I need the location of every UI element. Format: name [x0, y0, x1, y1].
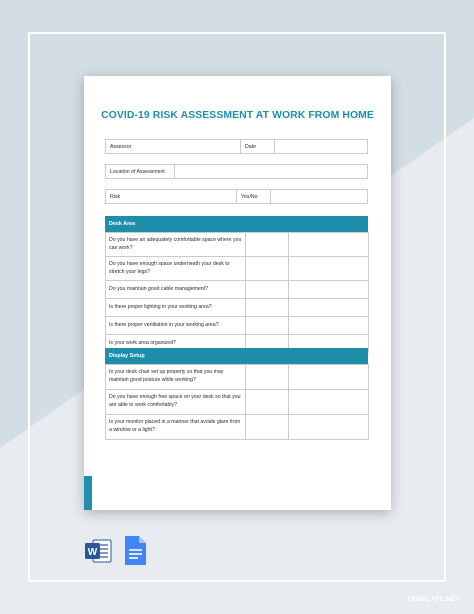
display-setup-table [105, 364, 369, 440]
notes-cell[interactable] [289, 390, 369, 415]
table-row [106, 365, 369, 390]
section-heading-desk-area: Desk Area [105, 216, 368, 232]
location-label: Location of Assessment [110, 168, 165, 175]
date-value[interactable] [274, 140, 369, 153]
question-cell: Do you maintain good cable management? [106, 281, 246, 299]
yesno-label: Yes/No [236, 190, 270, 203]
notes-cell[interactable] [289, 415, 369, 440]
notes-cell[interactable] [289, 317, 369, 335]
question-cell: Is there proper lighting in your working area? [106, 299, 246, 317]
question-cell: Do you have enough free space on your desk so that you are able to work comfortably? [106, 390, 246, 415]
notes-cell[interactable] [289, 281, 369, 299]
table-row [106, 415, 369, 440]
table-row [106, 281, 369, 299]
notes-cell[interactable] [289, 299, 369, 317]
microsoft-word-icon[interactable] [84, 537, 112, 565]
table-row [106, 317, 369, 335]
notes-cell[interactable] [289, 365, 369, 390]
location-row [105, 164, 368, 179]
document-page [84, 76, 391, 510]
yesno-cell[interactable] [246, 233, 289, 257]
location-value[interactable] [174, 165, 369, 178]
side-accent-bar [84, 476, 92, 510]
assessor-label: Assessor [110, 143, 132, 150]
document-title: COVID-19 RISK ASSESSMENT AT WORK FROM HOME [101, 110, 374, 121]
section-heading-display-setup: Display Setup [105, 348, 368, 364]
notes-cell[interactable] [289, 233, 369, 257]
question-cell: Is your monitor placed in a manner that avoids glare from a window or a light? [106, 415, 246, 440]
table-row [106, 233, 369, 257]
table-row [106, 257, 369, 281]
risk-label: Risk [110, 193, 121, 200]
yesno-cell[interactable] [246, 317, 289, 335]
question-cell: Is your desk chair set up properly so that you may maintain good posture while working? [106, 365, 246, 390]
assessor-date-row [105, 139, 368, 154]
watermark-logo: TEMPLATE.NET [407, 596, 460, 603]
table-row [106, 390, 369, 415]
yesno-cell[interactable] [246, 299, 289, 317]
table-row [106, 299, 369, 317]
svg-text:W: W [87, 547, 98, 558]
question-cell: Is your work area organized? [106, 335, 246, 353]
question-cell: Do you have enough space underneath your desk to stretch your legs? [106, 257, 246, 281]
date-label: Date [240, 140, 274, 153]
question-cell: Do you have an adequately comfortable space where you can work? [106, 233, 246, 257]
yesno-cell[interactable] [246, 281, 289, 299]
google-docs-icon[interactable] [124, 535, 147, 566]
risk-notes-header [270, 190, 369, 203]
notes-cell[interactable] [289, 257, 369, 281]
yesno-cell[interactable] [246, 365, 289, 390]
yesno-cell[interactable] [246, 415, 289, 440]
yesno-cell[interactable] [246, 257, 289, 281]
question-cell: Is there proper ventilation in your working area? [106, 317, 246, 335]
desk-area-table [105, 232, 369, 353]
yesno-cell[interactable] [246, 390, 289, 415]
risk-header-row [105, 189, 368, 204]
